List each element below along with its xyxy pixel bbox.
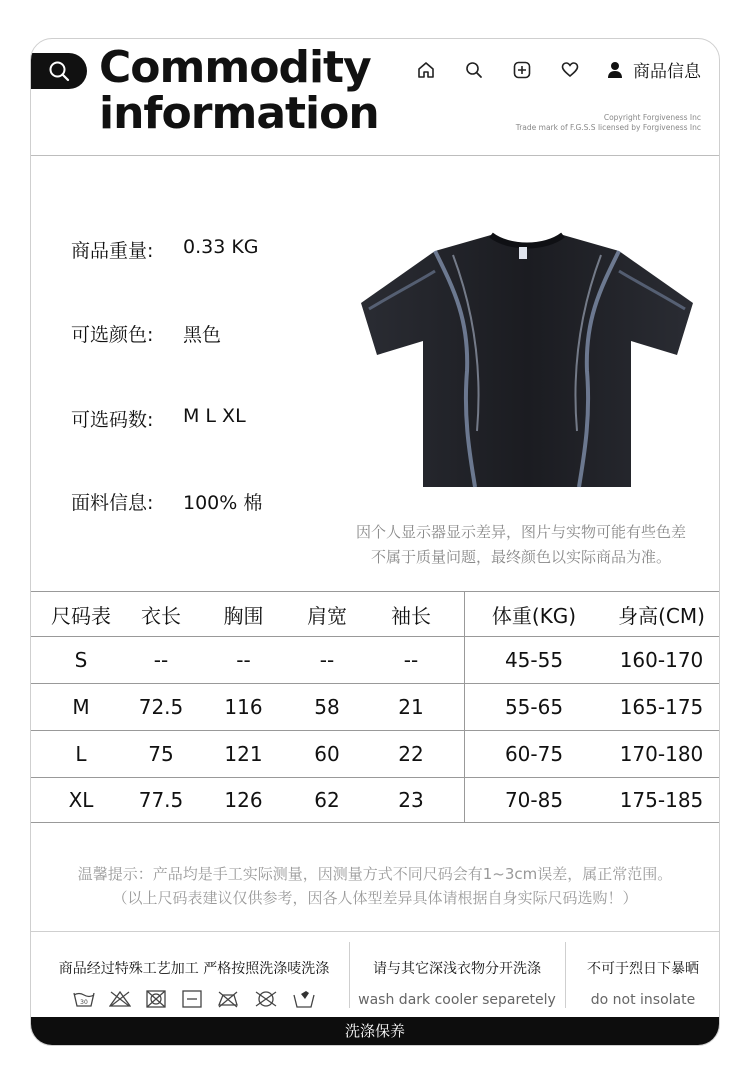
care-no-sun bbox=[567, 934, 719, 1012]
search-icon[interactable] bbox=[463, 59, 485, 81]
copyright bbox=[516, 113, 701, 133]
table-header-cell: 身高(CM) bbox=[618, 603, 705, 628]
info-sizes bbox=[71, 405, 246, 432]
info-key: 可选码数: bbox=[71, 409, 154, 431]
copyright-line-2: Trade mark of F.G.S.S licensed by Forgiveness Inc bbox=[515, 123, 701, 132]
no-iron-icon bbox=[217, 990, 239, 1008]
heart-icon[interactable] bbox=[559, 59, 581, 81]
info-color bbox=[71, 320, 221, 347]
table-cell: 62 bbox=[314, 788, 340, 812]
copyright-line-1: Copyright Forgiveness Inc bbox=[603, 113, 701, 122]
table-cell: 160-170 bbox=[619, 648, 704, 672]
table-bottom-border bbox=[31, 822, 719, 823]
table-cell: M bbox=[72, 695, 90, 719]
info-fabric bbox=[71, 488, 262, 515]
table-cell: 175-185 bbox=[619, 788, 704, 812]
add-icon[interactable] bbox=[511, 59, 533, 81]
table-cell: -- bbox=[153, 648, 169, 672]
wash-30-icon bbox=[73, 990, 95, 1008]
table-header-cell: 体重(KG) bbox=[491, 603, 577, 628]
table-row bbox=[31, 731, 719, 777]
care-instructions bbox=[39, 934, 349, 1012]
info-value: M L XL bbox=[183, 405, 246, 427]
hand-wash-icon bbox=[293, 990, 315, 1008]
table-row bbox=[31, 778, 719, 822]
search-icon bbox=[48, 60, 70, 82]
table-cell: 126 bbox=[224, 788, 263, 812]
top-nav bbox=[415, 57, 701, 82]
table-cell: 21 bbox=[398, 695, 424, 719]
color-notice-line-2: 不属于质量问题，最终颜色以实际商品为准。 bbox=[370, 548, 671, 566]
home-icon[interactable] bbox=[415, 59, 437, 81]
size-tip-line-2: （以上尺码表建议仅供参考，因各人体型差异具体请根据自身实际尺码选购！） bbox=[112, 889, 638, 907]
footer-label: 洗涤保养 bbox=[344, 1022, 405, 1040]
color-notice-line-1: 因个人显示器显示差异，图片与实物可能有些色差 bbox=[355, 523, 686, 541]
care-title: 不可于烈日下暴晒 bbox=[587, 961, 699, 977]
table-cell: L bbox=[75, 742, 87, 766]
user-icon bbox=[607, 61, 623, 79]
info-key: 面料信息: bbox=[71, 492, 154, 514]
svg-text:30: 30 bbox=[80, 999, 88, 1006]
table-header-cell: 袖长 bbox=[391, 603, 431, 628]
table-cell: 72.5 bbox=[138, 695, 184, 719]
no-bleach-icon bbox=[109, 990, 131, 1008]
title-line-1: Commodity bbox=[99, 42, 371, 93]
table-cell: 60-75 bbox=[504, 742, 564, 766]
table-cell: -- bbox=[319, 648, 335, 672]
size-tip-line-1: 温馨提示：产品均是手工实际测量，因测量方式不同尺码会有1~3cm误差，属正常范围。 bbox=[77, 865, 673, 883]
info-value: 黑色 bbox=[183, 324, 222, 346]
page-frame bbox=[30, 38, 720, 1046]
care-icons bbox=[39, 990, 349, 1008]
table-cell: 121 bbox=[224, 742, 263, 766]
table-cell: XL bbox=[68, 788, 94, 812]
care-separator bbox=[349, 942, 350, 1008]
table-row bbox=[31, 684, 719, 730]
divider bbox=[31, 155, 719, 156]
care-title: 商品经过特殊工艺加工 严格按照洗涤唛洗涤 bbox=[58, 961, 330, 977]
table-cell: 45-55 bbox=[504, 648, 564, 672]
info-value: 100% 棉 bbox=[183, 492, 263, 514]
info-key: 商品重量: bbox=[71, 240, 154, 262]
search-button[interactable] bbox=[31, 53, 87, 89]
care-separate-wash bbox=[351, 934, 563, 1012]
info-weight bbox=[71, 236, 259, 263]
care-subtitle: do not insolate bbox=[590, 992, 696, 1008]
table-cell: S bbox=[74, 648, 88, 672]
table-cell: 23 bbox=[398, 788, 424, 812]
title-line-2: information bbox=[99, 88, 379, 139]
divider bbox=[31, 931, 719, 932]
user-menu[interactable] bbox=[607, 57, 701, 82]
table-row bbox=[31, 637, 719, 683]
table-cell: 55-65 bbox=[504, 695, 564, 719]
table-cell: 165-175 bbox=[619, 695, 704, 719]
info-value: 0.33 KG bbox=[183, 236, 259, 258]
table-header-cell: 肩宽 bbox=[307, 603, 347, 628]
flat-dry-icon bbox=[181, 990, 203, 1008]
table-header-cell: 胸围 bbox=[223, 603, 264, 628]
care-subtitle: wash dark cooler separetely bbox=[358, 992, 556, 1008]
table-cell: 60 bbox=[314, 742, 340, 766]
no-tumble-dry-icon bbox=[145, 990, 167, 1008]
table-cell: 58 bbox=[314, 695, 340, 719]
care-separator bbox=[565, 942, 566, 1008]
user-menu-label: 商品信息 bbox=[633, 62, 701, 82]
table-cell: 75 bbox=[148, 742, 174, 766]
table-cell: 116 bbox=[224, 695, 263, 719]
product-image-tshirt bbox=[359, 231, 695, 489]
table-header-row bbox=[31, 592, 719, 636]
table-header-cell: 衣长 bbox=[141, 603, 181, 628]
footer-bar bbox=[31, 1017, 719, 1045]
table-cell: -- bbox=[236, 648, 251, 672]
no-dry-clean-icon bbox=[253, 990, 279, 1008]
table-cell: 170-180 bbox=[619, 742, 704, 766]
page-title bbox=[99, 42, 379, 139]
table-header-cell: 尺码表 bbox=[51, 603, 111, 628]
care-title: 请与其它深浅衣物分开洗涤 bbox=[373, 961, 541, 977]
table-cell: -- bbox=[403, 648, 419, 672]
table-cell: 70-85 bbox=[504, 788, 564, 812]
table-cell: 22 bbox=[398, 742, 424, 766]
table-cell: 77.5 bbox=[138, 788, 184, 812]
info-key: 可选颜色: bbox=[71, 324, 154, 346]
